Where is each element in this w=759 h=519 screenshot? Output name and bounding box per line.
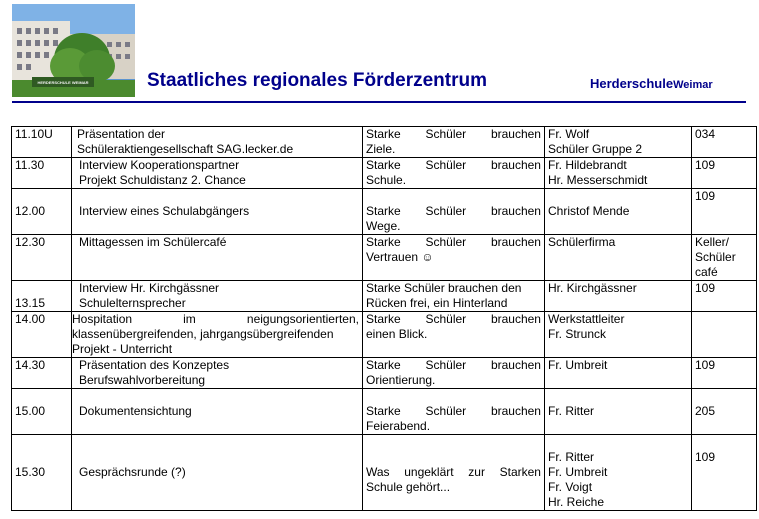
motto-word: ungeklärt bbox=[404, 465, 454, 479]
topic-cell bbox=[72, 389, 363, 435]
topic-line: Schulelternsprecher bbox=[79, 296, 186, 310]
time-cell: 11.30 bbox=[12, 158, 72, 189]
table-row bbox=[12, 435, 757, 511]
motto-word: Schüler bbox=[425, 312, 467, 326]
topic-line: Berufswahlvorbereitung bbox=[79, 373, 206, 387]
topic-line: Schüleraktiengesellschaft SAG.lecker.de bbox=[77, 142, 294, 156]
person-cell bbox=[545, 312, 692, 358]
person-line: Schülerfirma bbox=[548, 235, 616, 249]
room-line: 109 bbox=[695, 158, 716, 172]
room-cell bbox=[692, 435, 757, 511]
person-line: Christof Mende bbox=[548, 204, 630, 218]
topic-line: Gesprächsrunde (?) bbox=[79, 465, 186, 479]
room-cell bbox=[692, 358, 757, 389]
person-cell bbox=[545, 389, 692, 435]
person-cell bbox=[545, 158, 692, 189]
school-city: Weimar bbox=[673, 79, 713, 91]
room-cell bbox=[692, 158, 757, 189]
topic-cell bbox=[72, 312, 363, 358]
person-line: Fr. Wolf bbox=[548, 127, 590, 141]
topic-cell bbox=[72, 358, 363, 389]
motto-line: einen Blick. bbox=[366, 327, 428, 341]
motto-cell bbox=[363, 389, 545, 435]
header-divider bbox=[12, 101, 746, 103]
topic-line: Präsentation des Konzeptes bbox=[79, 358, 230, 372]
room-line: Schüler bbox=[695, 250, 736, 264]
room-line: Keller/ bbox=[695, 235, 730, 249]
time-cell: 15.00 bbox=[12, 389, 72, 435]
motto-word: Starke bbox=[366, 404, 401, 418]
page-title: Staatliches regionales Förderzentrum bbox=[147, 70, 487, 91]
motto-line bbox=[366, 204, 541, 219]
logo-caption: HERDERSCHULE WEIMAR bbox=[37, 80, 89, 85]
motto-cell bbox=[363, 127, 545, 158]
motto-word: brauchen bbox=[490, 312, 541, 326]
time-cell: 13.15 bbox=[12, 281, 72, 312]
motto-word: Starke bbox=[366, 235, 401, 249]
motto-cell bbox=[363, 312, 545, 358]
topic-line: klassenübergreifenden, jahrgangsübergreifenden bbox=[72, 327, 334, 341]
room-line: café bbox=[695, 265, 718, 279]
motto-line bbox=[366, 404, 541, 419]
motto-word: Starke bbox=[366, 158, 401, 172]
table-row bbox=[12, 281, 757, 312]
motto-word: zur bbox=[468, 465, 485, 479]
person-line: Fr. Voigt bbox=[548, 480, 593, 494]
motto-word: Schüler bbox=[425, 158, 467, 172]
room-cell bbox=[692, 312, 757, 358]
motto-cell bbox=[363, 158, 545, 189]
motto-line: Schule. bbox=[366, 173, 407, 187]
school-name bbox=[590, 75, 713, 93]
room-cell bbox=[692, 189, 757, 235]
motto-line: Vertrauen ☺ bbox=[366, 250, 434, 264]
time-cell: 15.30 bbox=[12, 435, 72, 511]
motto-line bbox=[366, 158, 541, 173]
person-line: Fr. Ritter bbox=[548, 404, 595, 418]
school-name-bold: Herderschule bbox=[590, 76, 674, 91]
topic-word: im bbox=[183, 312, 196, 326]
motto-word: brauchen bbox=[490, 127, 541, 141]
topic-line: Präsentation der bbox=[77, 127, 166, 141]
topic-line: Projekt Schuldistanz 2. Chance bbox=[79, 173, 246, 187]
time-cell: 11.10U bbox=[12, 127, 72, 158]
motto-line bbox=[366, 358, 541, 373]
room-cell bbox=[692, 127, 757, 158]
school-photo-logo bbox=[12, 4, 135, 97]
motto-cell bbox=[363, 235, 545, 281]
motto-line: Wege. bbox=[366, 219, 401, 233]
room-cell bbox=[692, 235, 757, 281]
topic-line: Projekt - Unterricht bbox=[72, 342, 173, 356]
topic-line: Interview eines Schulabgängers bbox=[79, 204, 250, 218]
person-line: Schüler Gruppe 2 bbox=[548, 142, 643, 156]
time-cell: 14.00 bbox=[12, 312, 72, 358]
room-line: 034 bbox=[695, 127, 716, 141]
topic-cell bbox=[72, 435, 363, 511]
room-cell bbox=[692, 281, 757, 312]
person-cell bbox=[545, 358, 692, 389]
person-line: Hr. Reiche bbox=[548, 495, 605, 509]
motto-line bbox=[366, 465, 541, 480]
schedule-table bbox=[11, 126, 757, 511]
motto-word: brauchen bbox=[490, 358, 541, 372]
table-row bbox=[12, 312, 757, 358]
topic-line: Mittagessen im Schülercafé bbox=[79, 235, 227, 249]
motto-line bbox=[366, 127, 541, 142]
person-line: Fr. Umbreit bbox=[548, 465, 608, 479]
person-line: Fr. Ritter bbox=[548, 450, 595, 464]
topic-cell bbox=[72, 158, 363, 189]
topic-word: Hospitation bbox=[72, 312, 133, 326]
motto-word: Starke bbox=[366, 127, 401, 141]
motto-cell bbox=[363, 281, 545, 312]
person-cell bbox=[545, 235, 692, 281]
room-line: 205 bbox=[695, 404, 716, 418]
motto-word: brauchen bbox=[490, 204, 541, 218]
motto-word: Schüler bbox=[425, 404, 467, 418]
motto-word: Schüler bbox=[425, 235, 467, 249]
motto-word: Schüler bbox=[425, 358, 467, 372]
time-cell: 12.30 bbox=[12, 235, 72, 281]
motto-word: brauchen bbox=[490, 158, 541, 172]
table-row bbox=[12, 127, 757, 158]
table-row bbox=[12, 189, 757, 235]
person-line: Werkstattleiter bbox=[548, 312, 625, 326]
topic-cell bbox=[72, 189, 363, 235]
motto-word: Schüler bbox=[425, 127, 467, 141]
person-cell bbox=[545, 435, 692, 511]
motto-word: Was bbox=[366, 465, 390, 479]
motto-line: Orientierung. bbox=[366, 373, 436, 387]
motto-word: brauchen bbox=[490, 235, 541, 249]
table-row bbox=[12, 358, 757, 389]
topic-line: Dokumentensichtung bbox=[79, 404, 192, 418]
table-row bbox=[12, 235, 757, 281]
motto-cell bbox=[363, 358, 545, 389]
table-row bbox=[12, 389, 757, 435]
person-line: Fr. Strunck bbox=[548, 327, 607, 341]
motto-line bbox=[366, 235, 541, 250]
motto-word: Schüler bbox=[425, 204, 467, 218]
person-line: Fr. Hildebrandt bbox=[548, 158, 627, 172]
person-cell bbox=[545, 281, 692, 312]
topic-word: neigungsorientierten, bbox=[246, 312, 359, 326]
person-line: Fr. Umbreit bbox=[548, 358, 608, 372]
person-cell bbox=[545, 127, 692, 158]
topic-cell bbox=[72, 281, 363, 312]
motto-word: brauchen bbox=[490, 404, 541, 418]
room-line: 109 bbox=[695, 450, 716, 464]
motto-cell bbox=[363, 189, 545, 235]
topic-line bbox=[72, 312, 359, 327]
motto-line: Ziele. bbox=[366, 142, 396, 156]
motto-line: Starke Schüler brauchen den bbox=[366, 281, 522, 295]
person-cell bbox=[545, 189, 692, 235]
person-line: Hr. Messerschmidt bbox=[548, 173, 648, 187]
time-cell: 14.30 bbox=[12, 358, 72, 389]
motto-word: Starke bbox=[366, 358, 401, 372]
topic-cell bbox=[72, 127, 363, 158]
motto-line: Feierabend. bbox=[366, 419, 431, 433]
table-row bbox=[12, 158, 757, 189]
topic-line: Interview Hr. Kirchgässner bbox=[79, 281, 220, 295]
room-line: 109 bbox=[695, 358, 716, 372]
person-line: Hr. Kirchgässner bbox=[548, 281, 637, 295]
time-cell: 12.00 bbox=[12, 189, 72, 235]
room-line: 109 bbox=[695, 281, 716, 295]
room-line: 109 bbox=[695, 189, 716, 203]
room-cell bbox=[692, 389, 757, 435]
motto-word: Starke bbox=[366, 204, 401, 218]
motto-line: Rücken frei, ein Hinterland bbox=[366, 296, 508, 310]
topic-line: Interview Kooperationspartner bbox=[79, 158, 240, 172]
motto-word: Starken bbox=[499, 465, 541, 479]
topic-cell bbox=[72, 235, 363, 281]
motto-line: Schule gehört... bbox=[366, 480, 451, 494]
motto-word: Starke bbox=[366, 312, 401, 326]
motto-line bbox=[366, 312, 541, 327]
motto-cell bbox=[363, 435, 545, 511]
